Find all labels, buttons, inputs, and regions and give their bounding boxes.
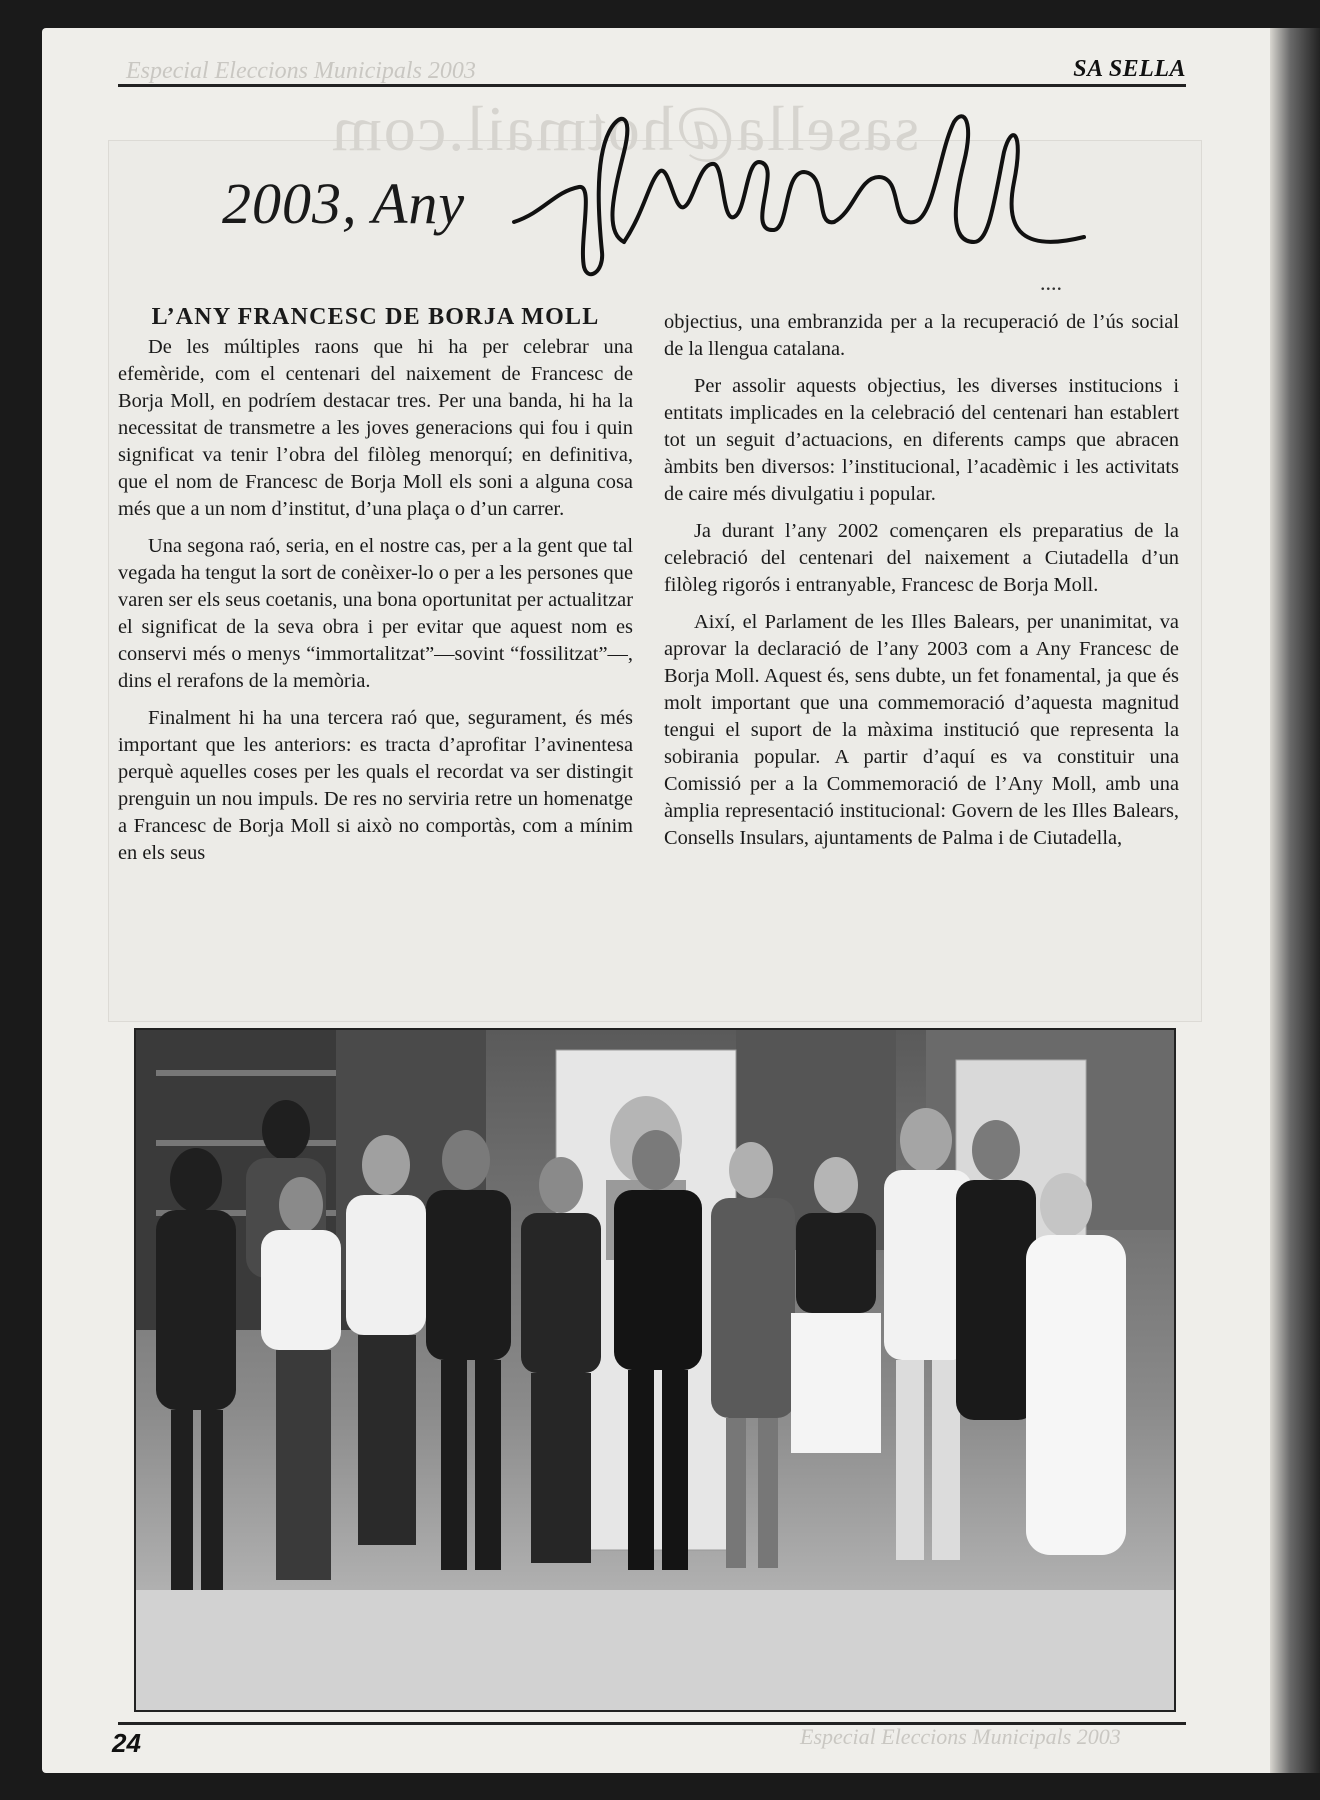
- article-column-left: [118, 304, 633, 877]
- footer-ghost: Especial Eleccions Municipals 2003: [800, 1724, 1121, 1749]
- article-paragraph: Així, el Parlament de les Illes Balears, per unanimitat, va aprovar la declaració de l’any 2003 com a Any Francesc de Borja Moll. Aquest és, sens dubte, un fet fonamental, ja que és molt important que una commemoració d’aquesta magnitud tengui el suport de la màxima institució que representa la sobirania popular. A partir d’aquí es va constituir una Comissió per a la Commemoració de l’Any Moll, amb una àmplia representació institucional: Govern de les Illes Balears, Consells Insulars, ajuntaments de Palma i de Ciutadella,: [664, 611, 1179, 849]
- article-heading: L’ANY FRANCESC DE BORJA MOLL: [151, 304, 600, 330]
- page-edge-shadow: [1270, 28, 1320, 1773]
- running-header-ghost: Especial Eleccions Municipals 2003: [126, 58, 476, 84]
- signature-trail: ....: [1040, 270, 1062, 295]
- article-paragraph: Una segona raó, seria, en el nostre cas, per a la gent que tal vegada ha tengut la sort de conèixer-lo o per a les persones que varen ser els seus coetanis, una bona oportunitat per actualitzar el significat de la seva obra i per evitar que aquest nom es conservi més o menys “immortalitzat”—sovint “fossilitzat”—, dins el rerafons de la memòria.: [118, 535, 633, 692]
- article-paragraph: Ja durant l’any 2002 començaren els preparatius de la celebració del centenari del naixement a Ciutadella d’un filòleg rigorós i entranyable, Francesc de Borja Moll.: [664, 520, 1179, 596]
- article-paragraph: objectius, una embranzida per a la recuperació de l’ús social de la llengua catalana.: [664, 311, 1179, 360]
- article-paragraph: Finalment hi ha una tercera raó que, segurament, és més important que les anteriors: es tracta d’aprofitar l’avinentesa perquè aquelles coses per les quals el recordat va ser distingit prenguin un nou impuls. De res no serviria retre un homenatge a Francesc de Borja Moll si això no comportàs, com a mínim en els seus: [118, 707, 633, 864]
- article-paragraph: De les múltiples raons que hi ha per celebrar una efemèride, com el centenari del naixement de Francesc de Borja Moll, en podríem destacar tres. Per una banda, hi ha la necessitat de transmetre a les joves generacions qui fou i quin significat va tenir l’obra del filòleg menorquí; en definitiva, que el nom de Francesc de Borja Moll els soni a alguna cosa més que a un nom d’institut, d’una plaça o d’un carrer.: [118, 336, 633, 520]
- signature-stroke: [514, 119, 627, 274]
- group-photo: [134, 1028, 1176, 1712]
- article-column-right: [664, 309, 1179, 862]
- moll-signature: [484, 92, 1104, 292]
- bleed-through-email: sasella@hotmail.com: [330, 93, 920, 164]
- running-header-section: SA SELLA: [1073, 56, 1186, 82]
- page-title: 2003, Any: [222, 171, 466, 236]
- page-number: 24: [112, 1728, 141, 1758]
- article-paragraph: Per assolir aquests objectius, les diverses institucions i entitats implicades en la celebració del centenari han establert tot un seguit d’actuacions, en diferents camps que abracen àmbits ben diversos: l’institucional, l’acadèmic i les activitats de caire més divulgatiu i popular.: [664, 375, 1179, 505]
- header-rule: [118, 84, 1186, 87]
